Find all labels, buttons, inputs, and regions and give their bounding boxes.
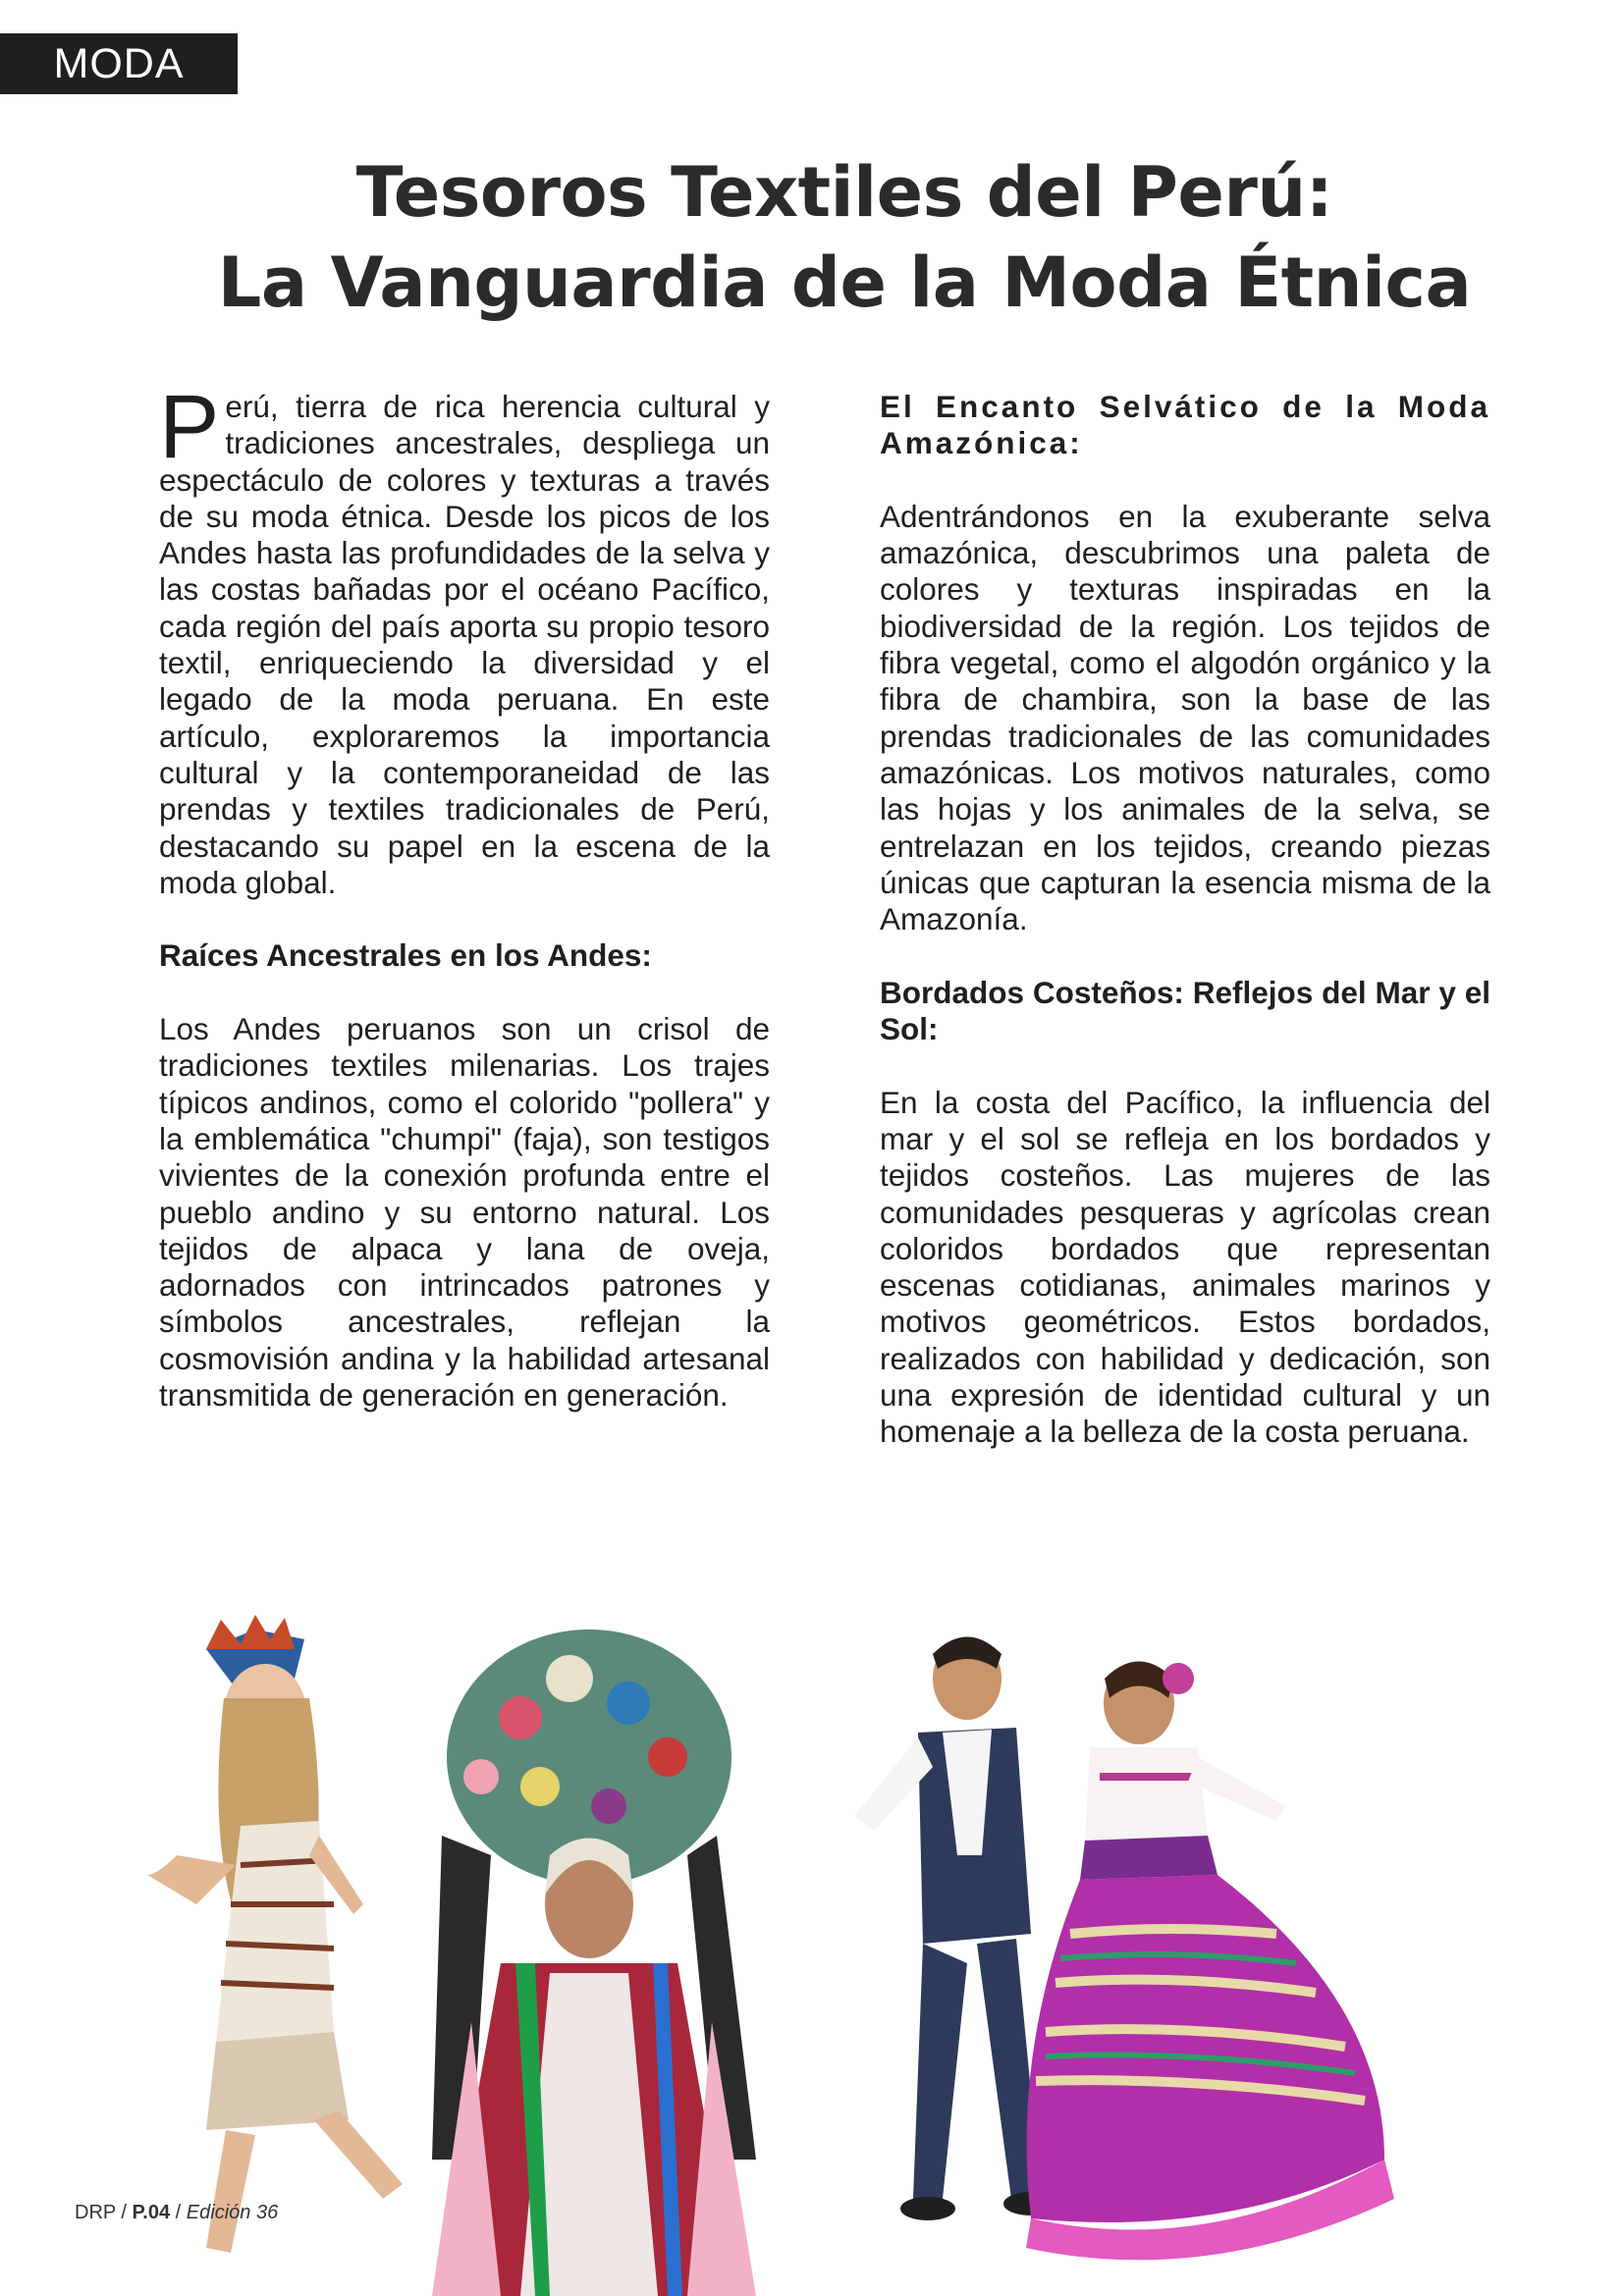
left-column bbox=[159, 377, 770, 1414]
footer-brand: DRP bbox=[75, 2202, 116, 2223]
title-line-1: Tesoros Textiles del Perú: bbox=[355, 152, 1333, 233]
title-line-2: La Vanguardia de la Moda Étnica bbox=[217, 242, 1472, 323]
intro-text: erú, tierra de rica herencia cultural y tradiciones ancestrales, despliega un espectáculo de colores y texturas a través de su moda étnica. Desde los picos de los Andes hasta las profundidades de la selva y las costas bañadas por el océano Pacífico, cada región del país aporta su propio tesoro textil, enriqueciendo la diversidad y el legado de la moda peruana. En este artículo, exploraremos la importancia cultural y la contemporaneidad de las prendas y textiles tradicionales de Perú, destacando su papel en la escena de la moda global. bbox=[159, 389, 770, 900]
section-tag: MODA bbox=[0, 33, 238, 94]
coast-paragraph: En la costa del Pacífico, la influencia del mar y el sol se refleja en los bordados y tejidos costeños. Las mujeres de las comunidades pesqueras y agrícolas crean coloridos bordados que representan escenas cotidianas, animales marinos y motivos geométricos. Estos bordados, realizados con habilidad y dedicación, son una expresión de identidad cultural y un homenaje a la belleza de la costa peruana. bbox=[880, 1084, 1490, 1450]
amazon-heading: El Encanto Selvático de la Moda Amazónica: bbox=[880, 389, 1490, 461]
andes-paragraph: Los Andes peruanos son un crisol de tradiciones textiles milenarias. Los trajes típicos andinos, como el colorido "pollera" y la emblemática "chumpi" (faja), son testigos vivientes de la conexión profunda entre el pueblo andino y su entorno natural. Los tejidos de alpaca y lana de oveja, adornados con intrincados patrones y símbolos ancestrales, reflejan la cosmovisión andina y la habilidad artesanal transmitida de generación en generación. bbox=[159, 1011, 770, 1414]
drop-cap: P bbox=[159, 377, 220, 477]
dancers-photo-collage bbox=[147, 1610, 1551, 2296]
article-title bbox=[157, 147, 1532, 328]
amazonian-dancer-figure bbox=[147, 1615, 403, 2253]
footer-edition: Edición 36 bbox=[186, 2202, 279, 2223]
amazon-paragraph: Adentrándonos en la exuberante selva amazónica, descubrimos una paleta de colores y texturas inspiradas en la biodiversidad de la región. Los tejidos de fibra vegetal, como el algodón orgánico y la fibra de chambira, son la base de las prendas tradicionales de las comunidades amazónicas. Los motivos naturales, como las hojas y los animales de la selva, se entrelazan en los tejidos, creando piezas únicas que capturan la esencia misma de la Amazonía. bbox=[880, 498, 1490, 937]
intro-paragraph bbox=[159, 377, 770, 901]
andean-dancer-figure bbox=[432, 1629, 756, 2296]
page-footer: DRP / P.04 / Edición 36 bbox=[75, 2202, 279, 2223]
andes-heading: Raíces Ancestrales en los Andes: bbox=[159, 937, 652, 974]
right-column bbox=[880, 389, 1490, 1451]
coastal-girl-dancer-figure bbox=[1026, 1662, 1394, 2261]
coast-heading: Bordados Costeños: Reflejos del Mar y el Sol: bbox=[880, 974, 1490, 1047]
footer-page-number: P.04 bbox=[132, 2202, 171, 2223]
